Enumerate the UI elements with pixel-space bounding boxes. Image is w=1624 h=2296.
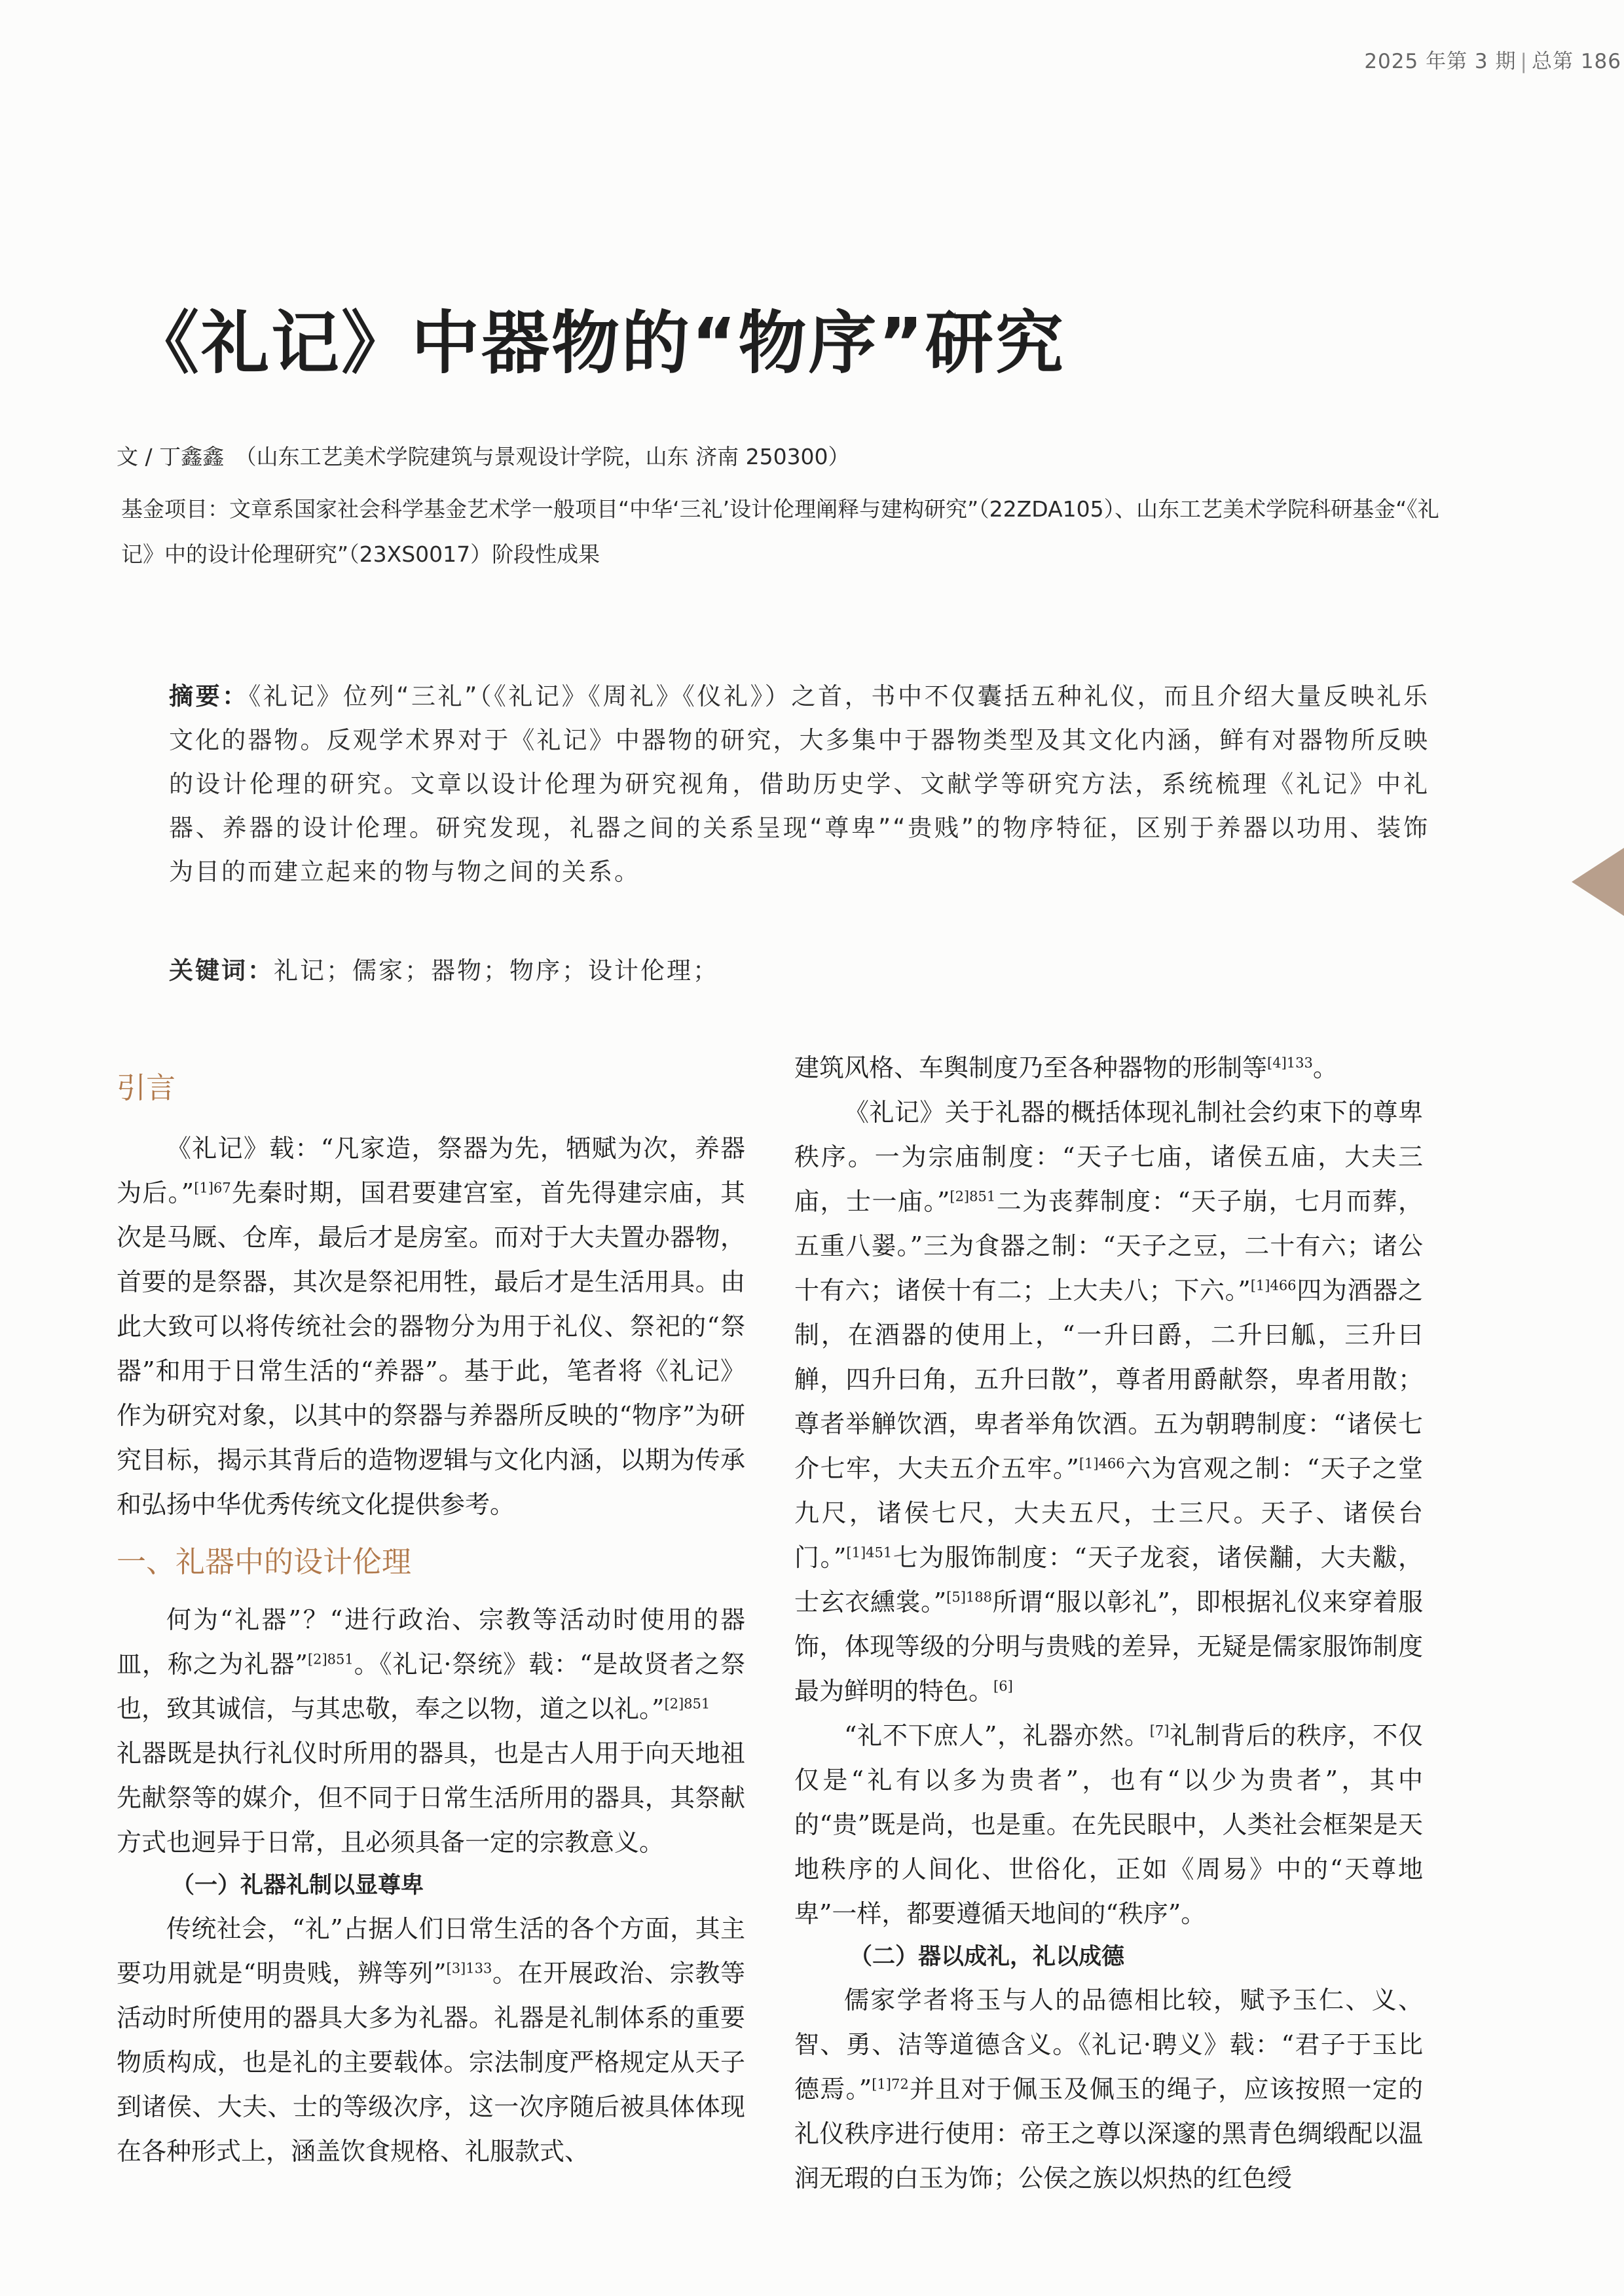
article-title: 《礼记》中器物的“物序”研究 xyxy=(131,303,1065,383)
paragraph-text: 。在开展政治、宗教等活动时所使用的器具大多为礼器。礼器是礼制体系的重要物质构成，也是礼的主要载体。宗法制度严格规定从天子到诸侯、大夫、士的等级次序，这一次序随后被具体体现在各种形式上，涵盖饮食规格、礼服款式、 xyxy=(117,1959,745,2166)
paragraph-text: 六为宫观之制：“天子之堂九尺，诸侯七尺，大夫五尺，士三尺。天子、诸侯台门。” xyxy=(794,1454,1423,1572)
paragraph-text: 传统社会，“礼”占据人们日常生活的各个方面，其主要功用就是“明贵贱，辨等列” xyxy=(117,1914,745,1988)
citation: [3]133 xyxy=(446,1960,492,1977)
paragraph-text: 《礼记》载：“凡家造，祭器为先，牺赋为次，养器为后。” xyxy=(117,1134,745,1207)
citation: [4]133 xyxy=(1267,1055,1313,1071)
paragraph-text: 所谓“服以彰礼”，即根据礼仪来穿着服饰，体现等级的分明与贵贱的差异，无疑是儒家服饰制度最为鲜明的特色。 xyxy=(794,1588,1423,1705)
paragraph xyxy=(117,1126,745,1527)
paragraph-text: 七为服饰制度：“天子龙衮，诸侯黼，大夫黻，士玄衣纁裳。” xyxy=(794,1543,1423,1616)
left-column xyxy=(117,1048,745,2174)
citation: [2]851 xyxy=(950,1188,996,1205)
page-edge-tab-marker xyxy=(1572,848,1624,916)
right-column xyxy=(794,1046,1423,2200)
citation: [2]851 xyxy=(307,1651,354,1667)
paragraph-text: 儒家学者将玉与人的品德相比较，赋予玉仁、义、智、勇、洁等道德含义。《礼记·聘义》载：“君子于玉比德焉。” xyxy=(794,1986,1423,2104)
issue-number: 2025 年第 3 期 xyxy=(1364,50,1517,73)
paragraph-text: 。《礼记·祭统》载：“是故贤者之祭也，致其诚信，与其忠敬，奉之以物，道之以礼。” xyxy=(117,1650,745,1723)
running-header xyxy=(1364,45,1621,74)
total-issue-number: 总第 186 xyxy=(1531,50,1621,73)
paragraph xyxy=(794,1713,1423,1936)
fund-note: 基金项目：文章系国家社会科学基金艺术学一般项目“中华‘三礼’设计伦理阐释与建构研究”（22ZDA105）、山东工艺美术学院科研基金“《礼记》中的设计伦理研究”（23XS0017）阶段性成果 xyxy=(121,496,1439,567)
citation: [1]451 xyxy=(846,1544,893,1561)
paragraph-text: 建筑风格、车舆制度乃至各种器物的形制等 xyxy=(794,1053,1268,1082)
keywords-text: 礼记；儒家；器物；物序；设计伦理； xyxy=(274,957,719,985)
paragraph xyxy=(117,1906,745,2174)
abstract xyxy=(169,674,1430,894)
paragraph-text: 何为“礼器”？“进行政治、宗教等活动时使用的器皿，称之为礼器” xyxy=(117,1605,745,1679)
paragraph xyxy=(794,1090,1423,1713)
citation: [5]188 xyxy=(946,1589,992,1605)
paragraph-text: 四为酒器之制，在酒器的使用上，“一升曰爵，二升曰觚，三升曰觯，四升曰角，五升曰散”，尊者用爵献祭，卑者用散；尊者举觯饮酒，卑者举角饮酒。五为朝聘制度：“诸侯七介七牢，大夫五介五牢。” xyxy=(794,1276,1423,1483)
paragraph-text: 先秦时期，国君要建宫室，首先得建宗庙，其次是马厩、仓库，最后才是房室。而对于大夫置办器物，首要的是祭器，其次是祭祀用牲，最后才是生活用具。由此大致可以将传统社会的器物分为用于礼仪、祭祀的“祭器”和用于日常生活的“养器”。基于此，笔者将《礼记》作为研究对象，以其中的祭器与养器所反映的“物序”为研究目标，揭示其背后的造物逻辑与文化内涵，以期为传承和弘扬中华优秀传统文化提供参考。 xyxy=(117,1178,745,1519)
paragraph-text: 。 xyxy=(1312,1053,1338,1082)
author-line: 文 / 丁鑫鑫 （山东工艺美术学院建筑与景观设计学院，山东 济南 250300） xyxy=(117,444,850,469)
citation: [7] xyxy=(1149,1722,1170,1739)
subsection-heading-2: （二）器以成礼，礼以成德 xyxy=(849,1944,1125,1970)
citation: [6] xyxy=(993,1678,1013,1694)
paragraph: 礼器既是执行礼仪时所用的器具，也是古人用于向天地祖先献祭等的媒介，但不同于日常生活所用的器具，其祭献方式也迥异于日常，且必须具备一定的宗教意义。 xyxy=(117,1739,745,1857)
citation: [1]67 xyxy=(194,1180,231,1196)
citation: [1]466 xyxy=(1250,1277,1297,1294)
paragraph-text: 礼制背后的秩序，不仅仅是“礼有以多为贵者”，也有“以少为贵者”，其中的“贵”既是尚，也是重。在先民眼中，人类社会框架是天地秩序的人间化、世俗化，正如《周易》中的“天尊地卑”一样，都要遵循天地间的“秩序”。 xyxy=(794,1721,1423,1928)
paragraph xyxy=(117,1597,745,1731)
keywords-label: 关键词： xyxy=(169,957,274,985)
paragraph xyxy=(794,1978,1423,2200)
citation: [2]851 xyxy=(664,1696,710,1712)
section-heading-1: 一、礼器中的设计伦理 xyxy=(117,1544,412,1579)
abstract-text: 《礼记》位列“三礼”（《礼记》《周礼》《仪礼》）之首，书中不仅囊括五种礼仪，而且介绍大量反映礼乐文化的器物。反观学术界对于《礼记》中器物的研究，大多集中于器物类型及其文化内涵，鲜有对器物所反映的设计伦理的研究。文章以设计伦理为研究视角，借助历史学、文献学等研究方法，系统梳理《礼记》中礼器、养器的设计伦理。研究发现，礼器之间的关系呈现“尊卑”“贵贱”的物序特征，区别于养器以功用、装饰为目的而建立起来的物与物之间的关系。 xyxy=(169,682,1430,886)
keywords xyxy=(169,951,1413,991)
header-separator: | xyxy=(1520,50,1528,73)
citation: [1]72 xyxy=(872,2076,909,2092)
abstract-label: 摘要： xyxy=(169,682,249,710)
paragraph-text: 《礼记》关于礼器的概括体现礼制社会约束下的尊卑秩序。一为宗庙制度：“天子七庙，诸侯五庙，大夫三庙，士一庙。” xyxy=(794,1098,1423,1216)
paragraph-text: 并且对于佩玉及佩玉的绳子，应该按照一定的礼仪秩序进行使用：帝王之尊以深邃的黑青色绸缎配以温润无瑕的白玉为饰；公侯之族以炽热的红色绶 xyxy=(794,2075,1423,2193)
paragraph-text: “礼不下庶人”，礼器亦然。 xyxy=(844,1721,1150,1750)
citation: [1]466 xyxy=(1079,1455,1125,1472)
paragraph xyxy=(794,1046,1423,1090)
section-heading-intro: 引言 xyxy=(117,1070,176,1105)
subsection-heading-1: （一）礼器礼制以显尊卑 xyxy=(172,1872,424,1899)
paragraph-text: 二为丧葬制度：“天子崩，七月而葬，五重八翣。”三为食器之制：“天子之豆，二十有六；诸公十有六；诸侯十有二；上大夫八；下六。” xyxy=(794,1187,1423,1305)
